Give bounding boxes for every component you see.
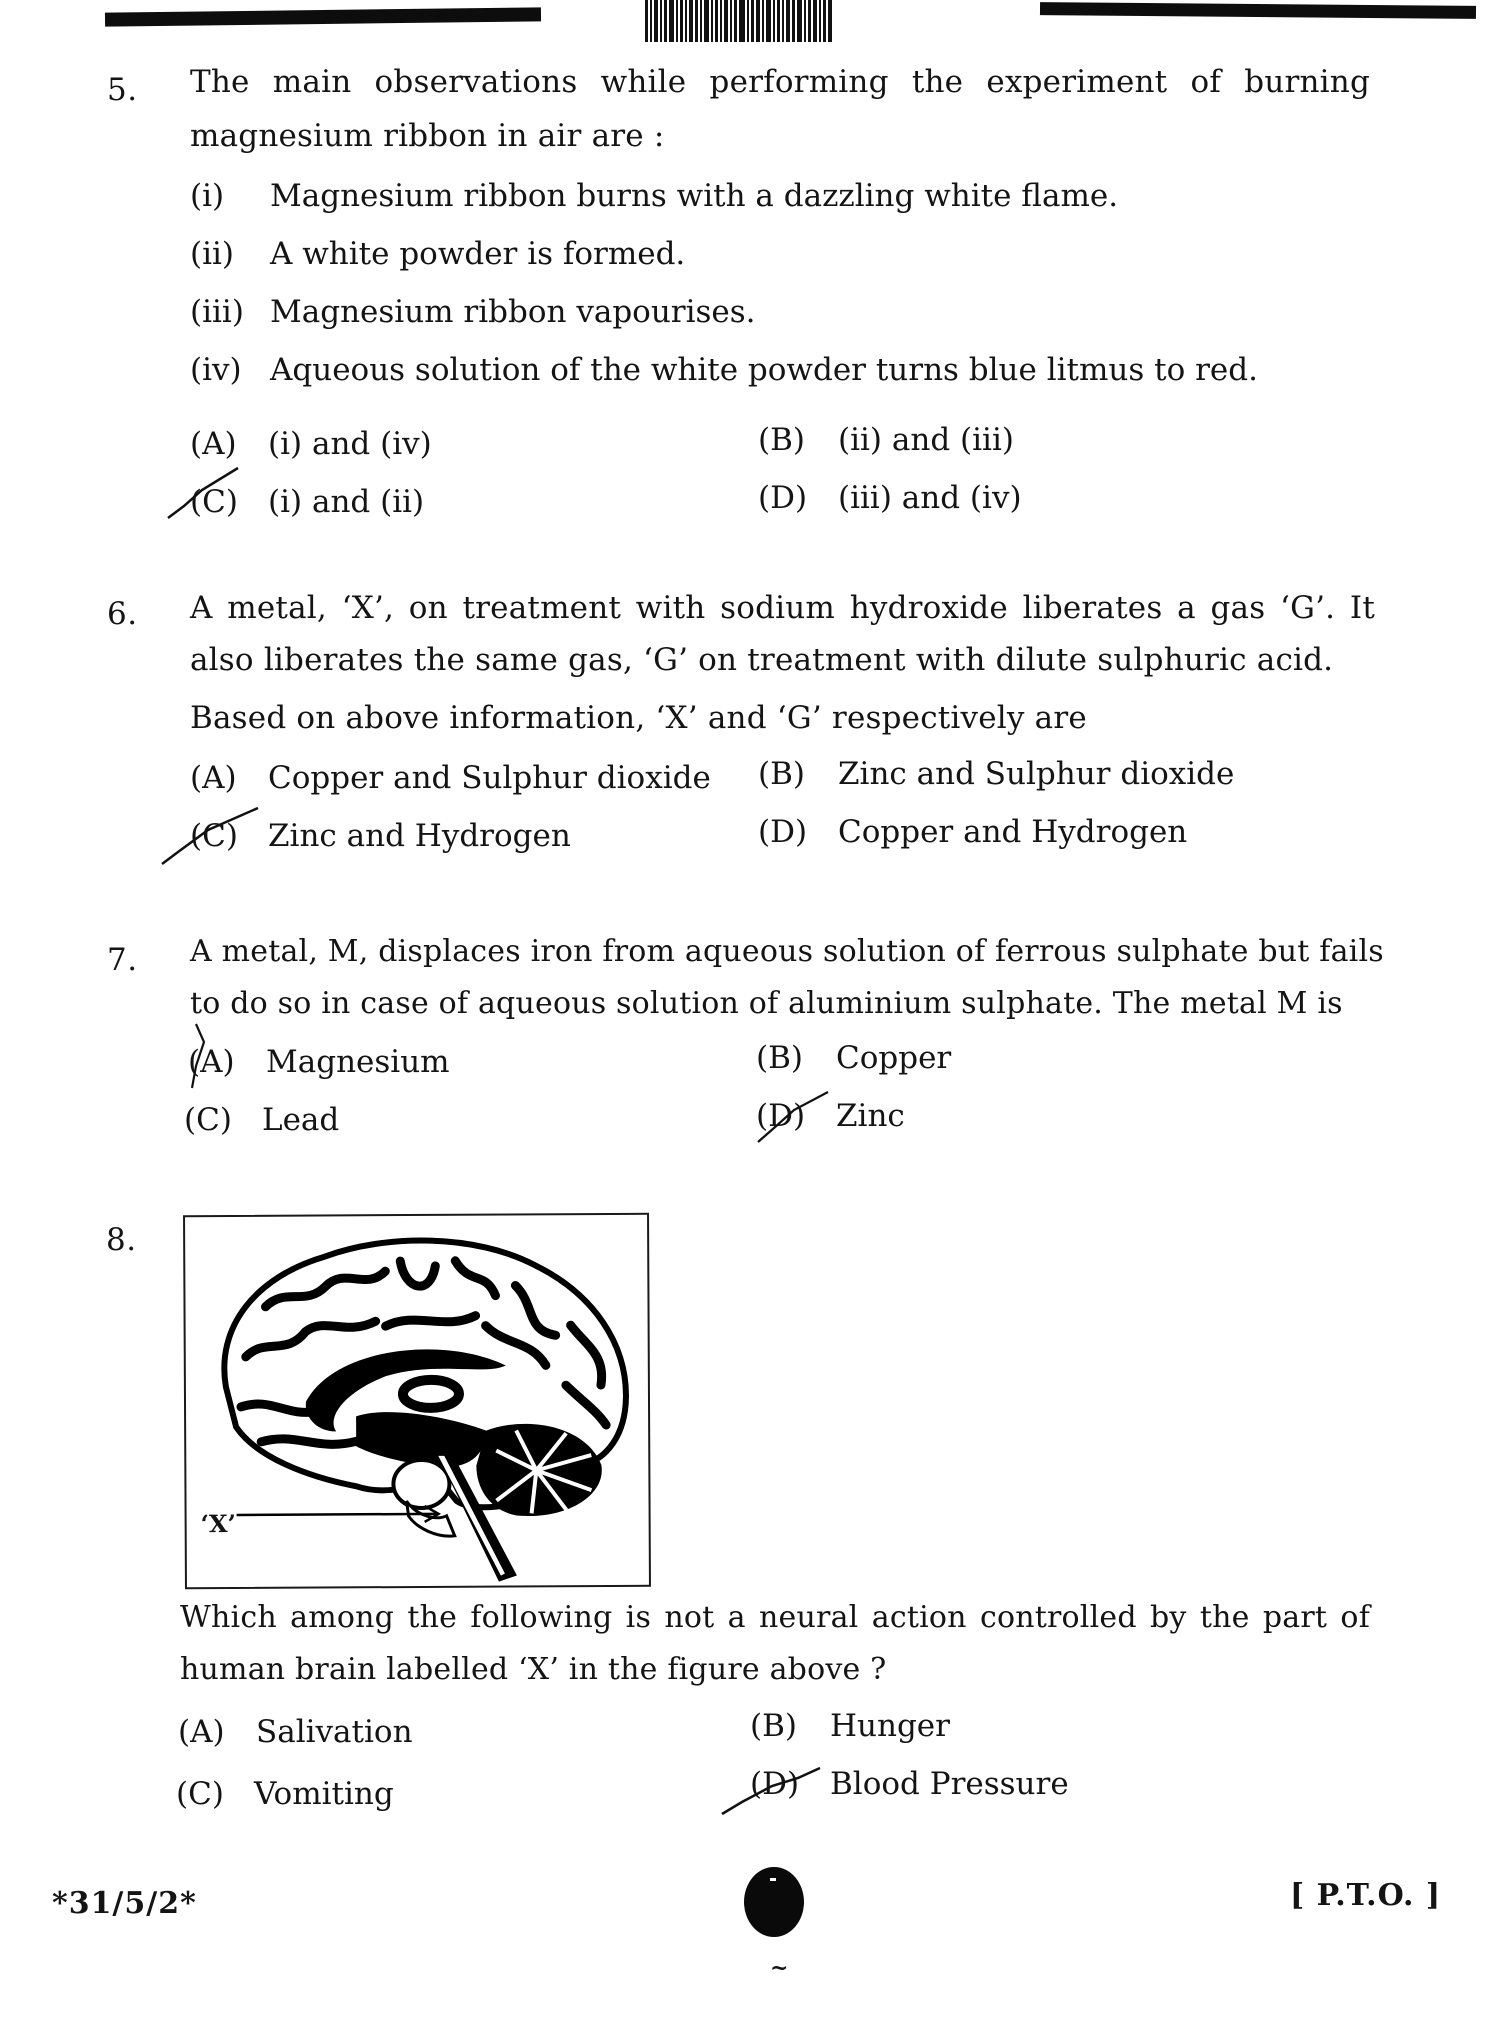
option-a[interactable]: (A) (i) and (iv): [190, 426, 432, 462]
option-a[interactable]: (A) Magnesium: [188, 1044, 450, 1080]
option-d[interactable]: (D) Copper and Hydrogen: [758, 814, 1188, 850]
page-marker-highlight: [770, 1878, 776, 1881]
option-c[interactable]: (C) (i) and (ii): [190, 484, 424, 520]
question-number: 6.: [107, 596, 138, 632]
question-stem-line: human brain labelled ‘X’ in the figure above ?: [180, 1652, 887, 1687]
barcode: [645, 0, 915, 42]
option-b[interactable]: (B) (ii) and (iii): [758, 422, 1014, 458]
option-d[interactable]: (D) Blood Pressure: [750, 1766, 1069, 1802]
question-stem-line: A metal, ‘X’, on treatment with sodium hydroxide liberates a gas ‘G’. It: [190, 590, 1375, 626]
question-number: 5.: [107, 72, 138, 108]
question-stem-line: The main observations while performing the experiment of burning: [190, 64, 1370, 100]
question-stem-line: Based on above information, ‘X’ and ‘G’ respectively are: [190, 700, 1087, 736]
question-number: 8.: [106, 1222, 137, 1258]
option-a[interactable]: (A) Salivation: [178, 1714, 413, 1750]
marked-option-label: (C): [190, 484, 268, 520]
redaction-bar-right: [1040, 2, 1476, 19]
marked-option-label: (D): [750, 1766, 830, 1802]
pto-label: [ P.T.O. ]: [1290, 1878, 1442, 1913]
brain-diagram-icon: [185, 1215, 649, 1587]
option-d[interactable]: (D) Zinc: [756, 1098, 905, 1134]
page-number: ~: [770, 1955, 789, 1981]
question-stem-line: to do so in case of aqueous solution of aluminium sulphate. The metal M is: [190, 986, 1343, 1021]
question-stem-line: also liberates the same gas, ‘G’ on treatment with dilute sulphuric acid.: [190, 642, 1334, 678]
option-b[interactable]: (B) Copper: [756, 1040, 952, 1076]
statement: (i) Magnesium ribbon burns with a dazzling white flame.: [190, 178, 1119, 214]
question-stem-line: Which among the following is not a neural action controlled by the part of: [180, 1600, 1370, 1635]
redaction-bar-left: [105, 7, 541, 26]
option-b[interactable]: (B) Zinc and Sulphur dioxide: [758, 756, 1235, 792]
question-number: 7.: [107, 942, 138, 978]
statement: (iii) Magnesium ribbon vapourises.: [190, 294, 756, 330]
option-a[interactable]: (A) Copper and Sulphur dioxide: [190, 760, 711, 796]
option-c[interactable]: (C) Vomiting: [176, 1776, 394, 1812]
option-b[interactable]: (B) Hunger: [750, 1708, 950, 1744]
option-c[interactable]: (C) Lead: [184, 1102, 340, 1138]
option-c[interactable]: (C) Zinc and Hydrogen: [190, 818, 571, 854]
statement: (iv) Aqueous solution of the white powder turns blue litmus to red.: [190, 352, 1258, 388]
brain-figure: [183, 1213, 651, 1589]
question-stem-line: A metal, M, displaces iron from aqueous solution of ferrous sulphate but fails: [190, 934, 1384, 969]
figure-label-x: ‘X’: [200, 1508, 237, 1539]
marked-option-label: (C): [190, 818, 268, 854]
option-d[interactable]: (D) (iii) and (iv): [758, 480, 1022, 516]
question-stem-line: magnesium ribbon in air are :: [190, 118, 665, 154]
marked-option-label: (A): [188, 1044, 266, 1080]
statement: (ii) A white powder is formed.: [190, 236, 686, 272]
paper-code: *31/5/2*: [52, 1886, 197, 1921]
marked-option-label: (D): [756, 1098, 836, 1134]
